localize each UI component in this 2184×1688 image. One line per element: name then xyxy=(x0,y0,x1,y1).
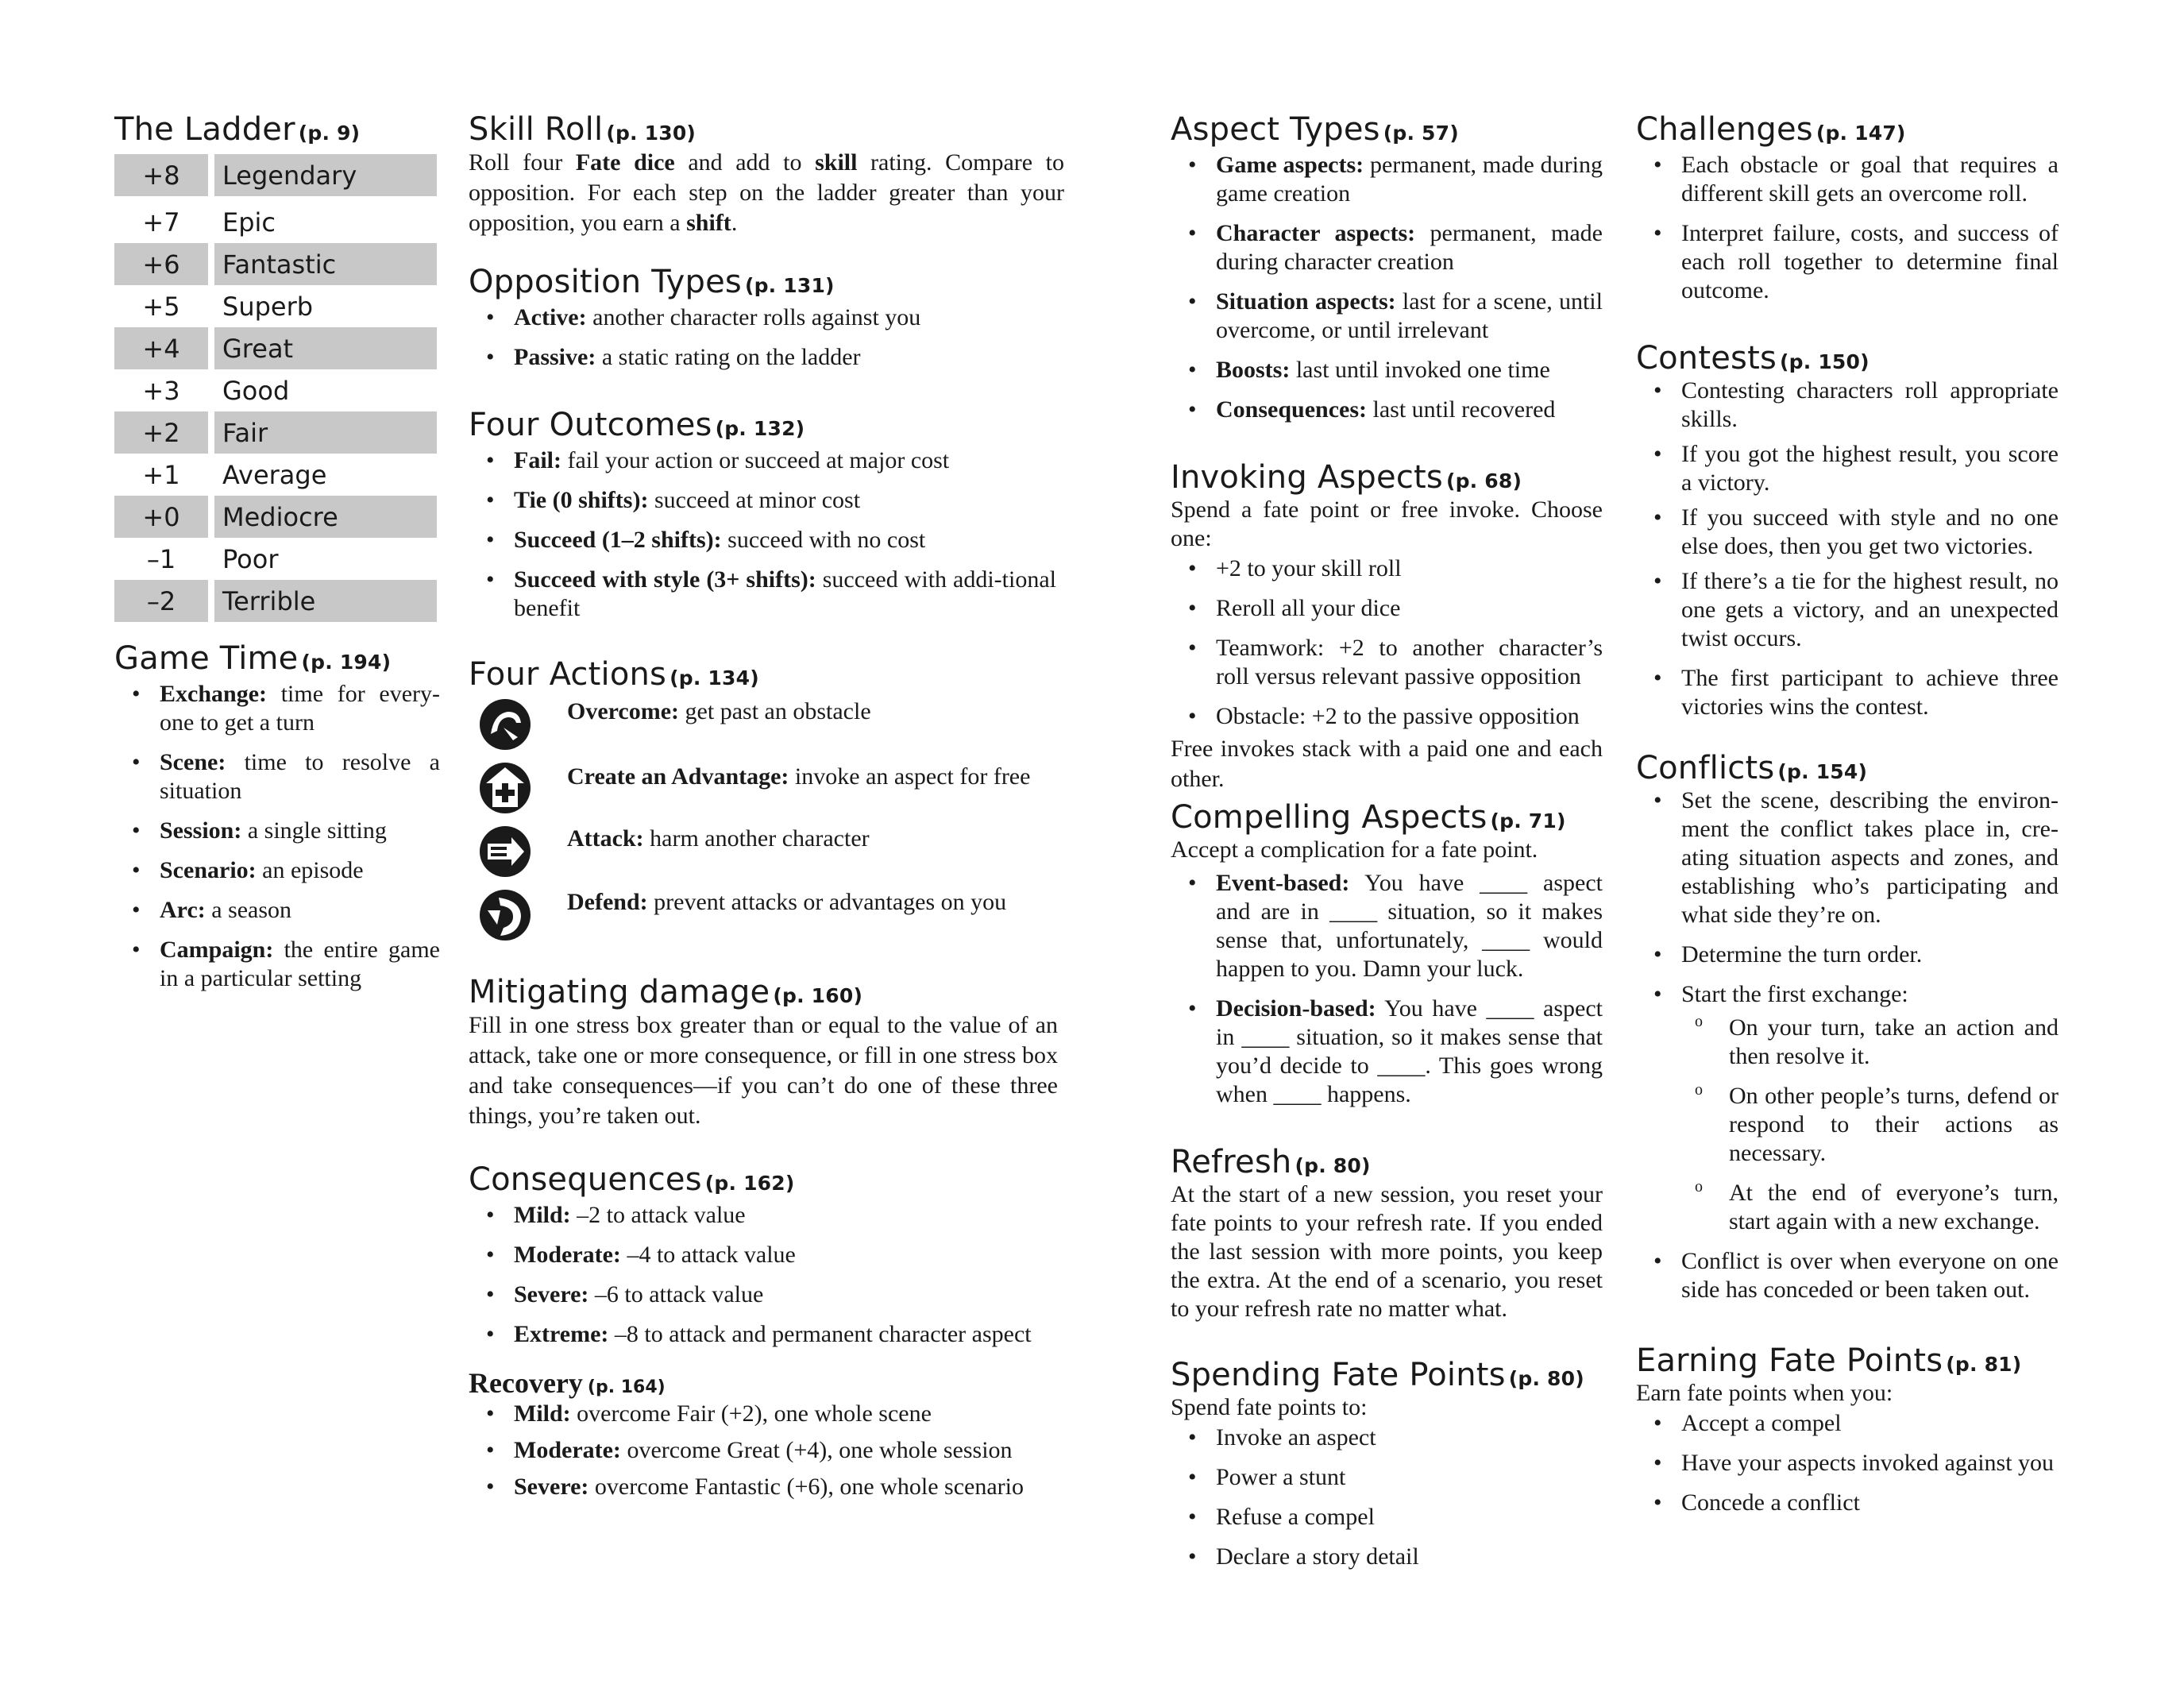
list-item: • Succeed with style (3+ shifts): succeed with addi-tional benefit xyxy=(469,566,1056,623)
list-item: • Contesting characters roll appropriate skills. xyxy=(1636,377,2059,434)
attack-icon xyxy=(477,823,534,880)
ladder-table xyxy=(114,154,437,622)
list-item: • Boosts: last until invoked one time xyxy=(1171,356,1603,384)
mitigating-title: Mitigating damage (p. 160) xyxy=(469,974,863,1010)
spending-intro: Spend fate points to: xyxy=(1171,1394,1368,1420)
list-item: • Session: a single sitting xyxy=(114,817,440,845)
list-item: • Active: another character rolls against you xyxy=(469,303,1064,332)
list-item: • Scenario: an episode xyxy=(114,856,440,885)
list-item: • Mild: overcome Fair (+2), one whole scene xyxy=(469,1400,1064,1428)
ladder-title: The Ladder (p. 9) xyxy=(114,111,361,148)
earning-title: Earning Fate Points (p. 81) xyxy=(1636,1342,2022,1379)
list-item: • If there’s a tie for the highest result, no one gets a victory, and an unexpected twist occurs. xyxy=(1636,567,2059,653)
create-advantage-icon xyxy=(477,759,534,817)
skill-roll-title: Skill Roll (p. 130) xyxy=(469,111,696,148)
list-item: • Succeed (1–2 shifts): succeed with no cost xyxy=(469,526,1056,554)
mitigating-text: Fill in one stress box greater than or equal to the value of an attack, take one or more consequence, or fill in one stress box and take consequences—if you can’t do one of these three things, you’re taken out. xyxy=(469,1012,1058,1129)
list-item: • Exchange: time for every-one to get a turn xyxy=(114,680,440,737)
list-item: • Severe: –6 to attack value xyxy=(469,1280,1064,1309)
ladder-row: +1 Average xyxy=(142,459,327,490)
contests-title: Contests (p. 150) xyxy=(1636,340,1870,377)
list-item: • Situation aspects: last for a scene, until overcome, or until irrelevant xyxy=(1171,288,1603,345)
ladder-row: +2 Fair xyxy=(114,411,437,454)
skill-roll-text: Roll four Fate dice and add to skill rating. Compare to opposition. For each step on the ladder greater than your opposition, you earn a shift. xyxy=(469,149,1065,236)
ladder-row: –1 Poor xyxy=(146,543,279,574)
list-item: • Accept a compel xyxy=(1636,1409,2059,1438)
ladder-section xyxy=(114,111,360,148)
invoking-intro: Spend a fate point or free invoke. Choose one: xyxy=(1171,496,1603,551)
list-item: • Reroll all your dice xyxy=(1171,594,1603,623)
list-item: • Moderate: overcome Great (+4), one whole session xyxy=(469,1436,1064,1465)
overcome-icon xyxy=(477,696,534,753)
recovery-title: Recovery (p. 164) xyxy=(469,1367,666,1399)
sub-list-item: o On your turn, take an action and then resolve it. xyxy=(1636,1014,2059,1071)
ladder-row: +3 Good xyxy=(142,375,290,406)
list-item: • Extreme: –8 to attack and permanent character aspect xyxy=(469,1320,1064,1349)
refresh-text: At the start of a new session, you reset your fate points to your refresh rate. If you ended the last session with more points, you keep the extra. At the end of a scenario, you reset to your refresh rate no matter what. xyxy=(1171,1181,1603,1322)
list-item: • Set the scene, describing the environ-ment the conflict takes place in, cre-ating situation aspects and zones, and establishing who’s participating and what side they’re on. xyxy=(1636,786,2059,929)
list-item: • If you succeed with style and no one else does, then you get two victories. xyxy=(1636,504,2059,561)
contests-section xyxy=(1636,340,2059,732)
list-item: • Decision-based: You have ____ aspect in ____ situation, so it makes sense that you’d decide to ____. This goes wrong when ____ happens. xyxy=(1171,995,1603,1109)
earning-intro: Earn fate points when you: xyxy=(1636,1380,1893,1406)
spending-title: Spending Fate Points (p. 80) xyxy=(1171,1357,1584,1393)
list-item: • Moderate: –4 to attack value xyxy=(469,1241,1064,1269)
list-item: • Concede a conflict xyxy=(1636,1489,2059,1517)
conflicts-section xyxy=(1636,750,2059,1315)
consequences-title: Consequences (p. 162) xyxy=(469,1161,795,1198)
compelling-intro: Accept a complication for a fate point. xyxy=(1171,836,1538,863)
ladder-row: +7 Epic xyxy=(142,207,276,238)
list-item: • Declare a story detail xyxy=(1171,1543,1603,1571)
spending-section xyxy=(1171,1357,1603,1582)
sub-list-item: o At the end of everyone’s turn, start again with a new exchange. xyxy=(1636,1179,2059,1236)
list-item: • Power a stunt xyxy=(1171,1463,1603,1492)
ladder-row: +0 Mediocre xyxy=(114,496,437,538)
compelling-title: Compelling Aspects (p. 71) xyxy=(1171,799,1566,836)
challenges-title: Challenges (p. 147) xyxy=(1636,111,1906,148)
list-item: • Tie (0 shifts): succeed at minor cost xyxy=(469,486,1056,515)
action-overcome: Overcome: get past an obstacle xyxy=(477,696,1064,753)
ladder-row: +8 Legendary xyxy=(114,154,437,196)
list-item: • Start the first exchange: xyxy=(1636,980,2059,1009)
list-item: • Campaign: the entire game in a particular setting xyxy=(114,936,440,993)
list-item: • Game aspects: permanent, made during game creation xyxy=(1171,151,1603,208)
list-item: • Event-based: You have ____ aspect and are in ____ situation, so it makes sense that, unfortunately, ____ would happen to you. Damn your luck. xyxy=(1171,869,1603,983)
list-item: • Passive: a static rating on the ladder xyxy=(469,343,1064,372)
list-item: • Character aspects: permanent, made during character creation xyxy=(1171,219,1603,276)
earning-section xyxy=(1636,1342,2059,1528)
list-item: • Mild: –2 to attack value xyxy=(469,1201,1064,1230)
actions-title: Four Actions (p. 134) xyxy=(469,656,759,693)
list-item: • Determine the turn order. xyxy=(1636,941,2059,969)
list-item: • Fail: fail your action or succeed at major cost xyxy=(469,446,1056,475)
list-item: • Severe: overcome Fantastic (+6), one whole scenario xyxy=(469,1473,1064,1501)
list-item: • Refuse a compel xyxy=(1171,1503,1603,1532)
refresh-section xyxy=(1171,1144,1603,1323)
ladder-row: –2 Terrible xyxy=(114,580,437,622)
aspect-types-section xyxy=(1171,111,1603,435)
list-item: • Interpret failure, costs, and success of each roll together to determine final outcome. xyxy=(1636,219,2059,305)
outcomes-title: Four Outcomes (p. 132) xyxy=(469,407,805,443)
actions-section xyxy=(469,656,759,693)
challenges-section xyxy=(1636,111,2059,316)
list-item: • Have your aspects invoked against you xyxy=(1636,1449,2059,1477)
invoking-section xyxy=(1171,459,1603,794)
list-item: • If you got the highest result, you score a victory. xyxy=(1636,440,2059,497)
action-attack: Attack: harm another character xyxy=(477,823,1064,880)
recovery-section xyxy=(469,1366,1064,1512)
mitigating-section xyxy=(469,974,1058,1131)
opposition-section xyxy=(469,264,1064,383)
invoking-outro: Free invokes stack with a paid one and each other. xyxy=(1171,736,1603,792)
opposition-title: Opposition Types (p. 131) xyxy=(469,264,835,300)
ladder-row: +4 Great xyxy=(114,327,437,369)
list-item: • Conflict is over when everyone on one side has conceded or been taken out. xyxy=(1636,1247,2059,1304)
ladder-row: +5 Superb xyxy=(142,291,314,322)
list-item: • Invoke an aspect xyxy=(1171,1423,1603,1452)
sub-list-item: o On other people’s turns, defend or respond to their actions as necessary. xyxy=(1636,1082,2059,1168)
list-item: • Teamwork: +2 to another character’s roll versus relevant passive opposition xyxy=(1171,634,1603,691)
list-item: • Each obstacle or goal that requires a different skill gets an overcome roll. xyxy=(1636,151,2059,208)
list-item: • Scene: time to resolve a situation xyxy=(114,748,440,805)
defend-icon xyxy=(477,886,534,944)
list-item: • Arc: a season xyxy=(114,896,440,925)
ladder-row: +6 Fantastic xyxy=(114,243,437,285)
list-item: • The first participant to achieve three victories wins the contest. xyxy=(1636,664,2059,721)
list-item: • Consequences: last until recovered xyxy=(1171,396,1603,424)
game-time-section xyxy=(114,640,440,1004)
compelling-section xyxy=(1171,799,1603,1120)
list-item: • Obstacle: +2 to the passive opposition xyxy=(1171,702,1603,731)
conflicts-title: Conflicts (p. 154) xyxy=(1636,750,1868,786)
aspect-types-title: Aspect Types (p. 57) xyxy=(1171,111,1459,148)
consequences-section xyxy=(469,1161,1064,1360)
invoking-title: Invoking Aspects (p. 68) xyxy=(1171,459,1522,496)
outcomes-section xyxy=(469,407,1056,634)
action-defend: Defend: prevent attacks or advantages on you xyxy=(477,886,1064,944)
list-item: • +2 to your skill roll xyxy=(1171,554,1603,583)
action-create-advantage: Create an Advantage: invoke an aspect for free xyxy=(477,759,1064,817)
refresh-title: Refresh (p. 80) xyxy=(1171,1144,1371,1180)
game-time-title: Game Time (p. 194) xyxy=(114,640,392,677)
skill-roll-section xyxy=(469,111,1064,238)
